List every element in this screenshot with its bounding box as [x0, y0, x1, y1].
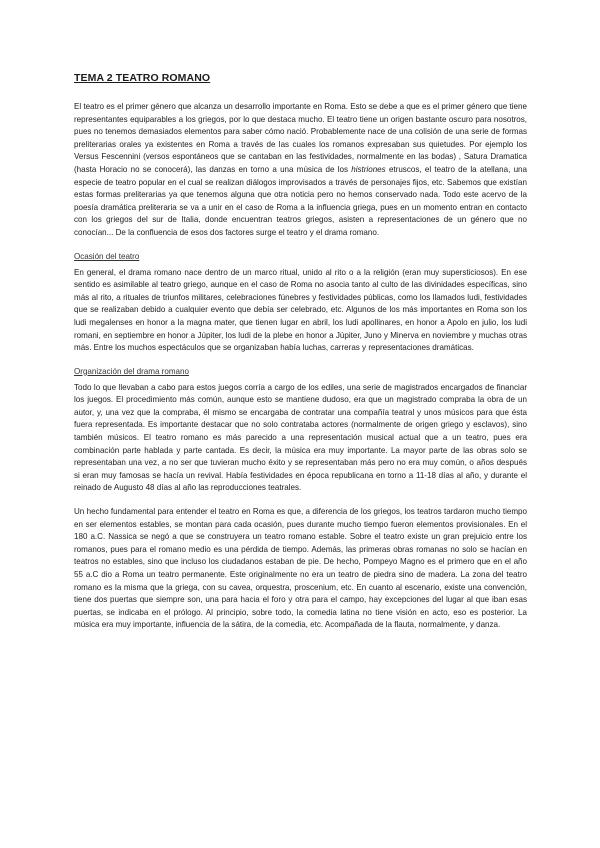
intro-text-part2: etruscos, el teatro de la atellana, una especie de teatro popular en el cual se realizan diálogos improvisados a través de personajes fijos, etc. Sabemos que existían estas formas preliterarias ya que tenemos alguna que otra noticia pero no hemos conservado nada. Todo este acervo de la poesía dramática preliteraria se va a unir en el caso de Roma a la influencia griega, pues en un momento entran en contacto con los griegos del sur de Italia, donde encuentran teatros griegos, asisten a representaciones de un género que no conocían... De la confluencia de esos dos factores surge el teatro y el drama romano. [74, 164, 527, 237]
paragraph-spacer [74, 495, 527, 506]
intro-term-histriones: histriones [351, 164, 386, 174]
section-organizacion-paragraph-1: Todo lo que llevaban a cabo para estos juegos corría a cargo de los ediles, una serie de magistrados encargados de financiar los juegos. El procedimiento más común, aunque esto se mantiene dudoso, era que un magistrado compraba la obra de un autor, y, una vez que la compraba, él mismo se encargaba de contratar una compañía teatral y unos músicos para que ésta fuera representada. Es importante destacar que no solo contrataba actores (normalmente de origen griego y esclavos), sino también músicos. El teatro romano es más parecido a una representación musical actual que a un teatro, pues era combinación parte hablada y parte cantada. Es decir, la música era muy importante. La mayor parte de las obras solo se representaban una vez, a no ser que tuvieran mucho éxito y se representaban más pero no era muy común, o años después si eran muy famosas se hacía un revival. Había festividades en época republicana en torno a 11-18 días al año, y durante el reinado de Augusto 48 días al año las reproducciones teatrales. [74, 382, 527, 493]
intro-text-part1: El teatro es el primer género que alcanza un desarrollo importante en Roma. Esto se debe a que es el primer género que tiene representantes equiparables a los griegos, por lo que destaca mucho. El teatro tiene un origen bastante oscuro para nosotros, pues no tenemos demasiados elementos para saber cómo nació. Probablemente nace de una colisión de una serie de formas preliterarias orales ya existentes en Roma a través de las cuales los romanos expresaban sus quietudes. Por ejemplo los Versus Fescennini (versos espontáneos que se cantaban en las festividades, normalmente en las bodas) , Satura Dramatica (hasta Horacio no se conocerá), las danzas en torno a una música de los [74, 102, 527, 174]
section-organizacion-paragraph-2: Un hecho fundamental para entender el teatro en Roma es que, a diferencia de los griegos, los teatros tardaron mucho tiempo en ser elementos estables, se montan para cada ocasión, pues durante mucho tiempo fueron elementos provisionales. En el 180 a.C. Nassica se negó a que se construyera un teatro romano estable. Sobre el teatro existe un gran prejuicio entre los romanos, pues para el romano medio es una pérdida de tiempo. Además, las primeras obras romanas no solo se hacían en teatros no estables, sino que incluso los ciudadanos estaban de pie. De hecho, Pompeyo Magno es el primero que en el año 55 a.C dio a Roma un teatro permanente. Este originalmente no era un teatro de piedra sino de madera. La zona del teatro romano es la misma que la griega, con su cavea, orquestra, proscenium, etc. En cuanto al escenario, existe una convención, tiene dos puertas que siempre son, una para hacia el foro y otra para el campo, hay excepciones del lugar al que iban esas puertas, se indicaba en el prólogo. Al principio, sobre todo, la comedia latina no tiene visión en acto, eso es posterior. La música era muy importante, influencia de la sátira, de la comedia, etc. Acompañada de la flauta, normalmente, y danza. [74, 507, 527, 630]
section-heading-ocasion: Ocasión del teatro [74, 251, 140, 261]
intro-paragraph [74, 101, 527, 240]
section-ocasion-paragraph: En general, el drama romano nace dentro de un marco ritual, unido al rito o a la religión (eran muy supersticiosos). En ese sentido es asimilable al teatro griego, aunque en el caso de Roma no asocia tanto al culto de las divinidades específicas, sino más al rito, a rituales de triunfos militares, celebraciones fúnebres y festividades públicas, como los llamados ludi, festividades que se realizaban debido a cualquier evento que debía ser celebrado, etc. Algunos de los más importantes en Roma son los ludi megalenses en honor a la magna mater, que tienen lugar en abril, los ludi apollinares, en honor a Apolo en julio, los ludi romani, en septiembre en honor a Júpiter, los ludi de la plebe en honor a Júpiter, Juno y Minerva en noviembre y muchas otras más. Entre los muchos espectáculos que se organizaban había luchas, carreras y representaciones dramáticas. [74, 267, 527, 353]
section-heading-organizacion: Organización del drama romano [74, 366, 189, 376]
document-title: TEMA 2 TEATRO ROMANO [74, 72, 211, 84]
